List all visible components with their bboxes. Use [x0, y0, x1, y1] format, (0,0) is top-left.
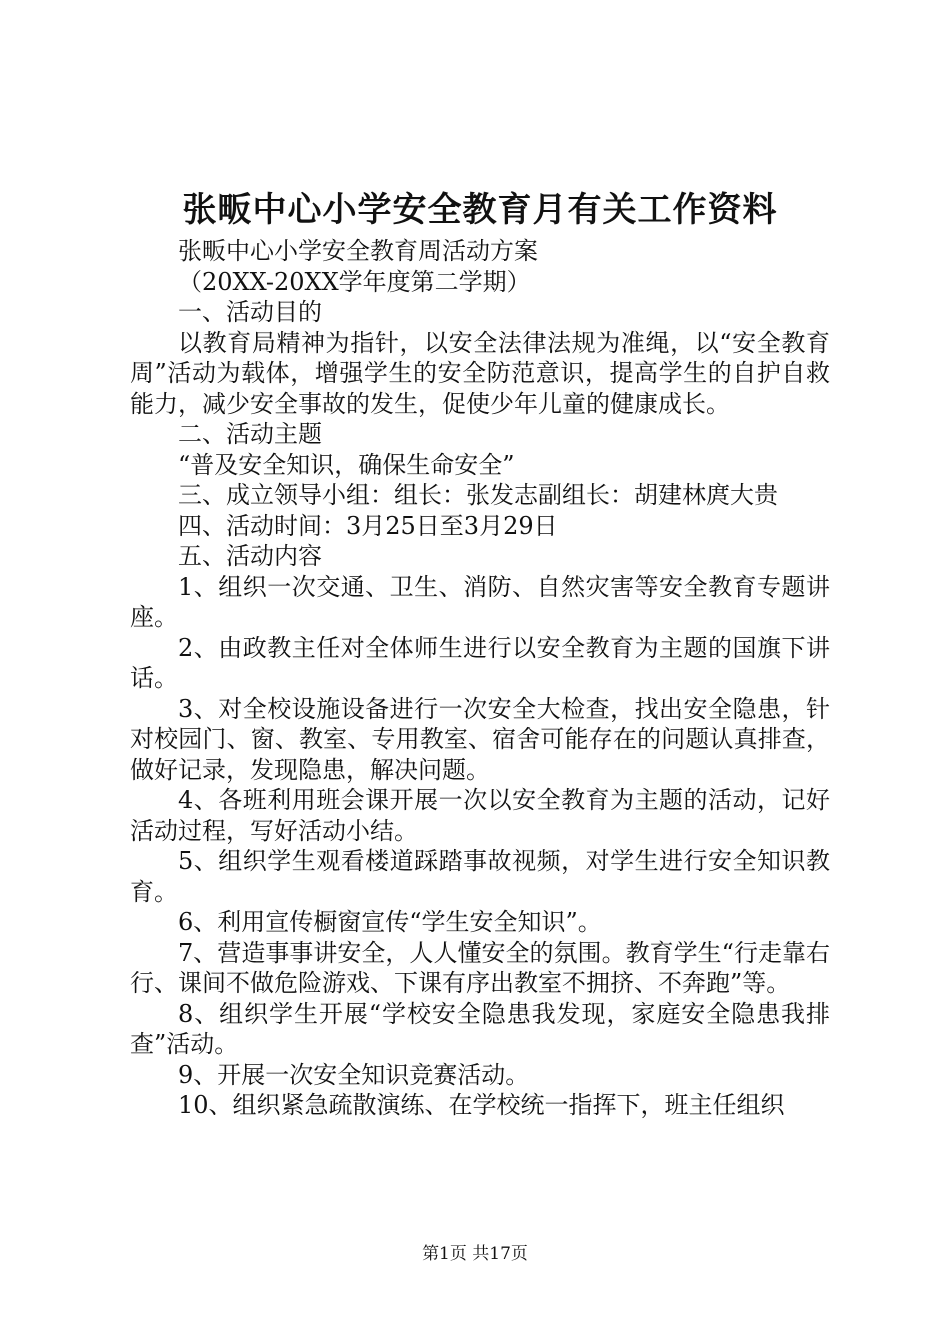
list-item: 5、组织学生观看楼道踩踏事故视频，对学生进行安全知识教育。 — [130, 847, 830, 906]
page-number: 第1页 共17页 — [422, 1244, 528, 1264]
paragraph-purpose: 以教育局精神为指针，以安全法律法规为准绳，以“安全教育周”活动为载体，增强学生的安全防范意识，提高学生的自护自救能力，减少安全事故的发生，促使少年儿童的健康成长。 — [130, 328, 830, 418]
list-item: 4、各班利用班会课开展一次以安全教育为主题的活动，记好活动过程，写好活动小结。 — [130, 786, 830, 845]
heading-purpose: 一、活动目的 — [178, 298, 322, 326]
paragraph-time: 四、活动时间：3月25日至3月29日 — [178, 511, 558, 540]
paragraph-plan-title: 张畈中心小学安全教育周活动方案 — [178, 237, 538, 265]
heading-theme: 二、活动主题 — [178, 420, 322, 448]
list-item: 2、由政教主任对全体师生进行以安全教育为主题的国旗下讲话。 — [130, 633, 830, 692]
paragraph-leadership: 三、成立领导小组：组长：张发志副组长：胡建林庹大贵 — [178, 481, 778, 509]
list-item: 10、组织紧急疏散演练、在学校统一指挥下，班主任组织 — [178, 1091, 785, 1119]
list-item: 1、组织一次交通、卫生、消防、自然灾害等安全教育专题讲座。 — [130, 572, 830, 631]
paragraph-school-term: （20XX-20XX学年度第二学期） — [178, 267, 531, 296]
list-item: 7、营造事事讲安全，人人懂安全的氛围。教育学生“行走靠右行、课间不做危险游戏、下课有序出教室不拥挤、不奔跑”等。 — [130, 938, 830, 997]
paragraph-theme: “普及安全知识，确保生命安全” — [178, 450, 515, 479]
list-item: 3、对全校设施设备进行一次安全大检查，找出安全隐患，针对校园门、窗、教室、专用教室、宿舍可能存在的问题认真排查，做好记录，发现隐患，解决问题。 — [130, 694, 830, 784]
document-title: 张畈中心小学安全教育月有关工作资料 — [182, 190, 778, 230]
heading-content: 五、活动内容 — [178, 542, 322, 570]
document-body — [130, 236, 830, 1121]
list-item: 8、组织学生开展“学校安全隐患我发现，家庭安全隐患我排查”活动。 — [130, 999, 830, 1058]
list-item: 9、开展一次安全知识竞赛活动。 — [178, 1060, 530, 1089]
list-item: 6、利用宣传橱窗宣传“学生安全知识”。 — [178, 908, 602, 936]
